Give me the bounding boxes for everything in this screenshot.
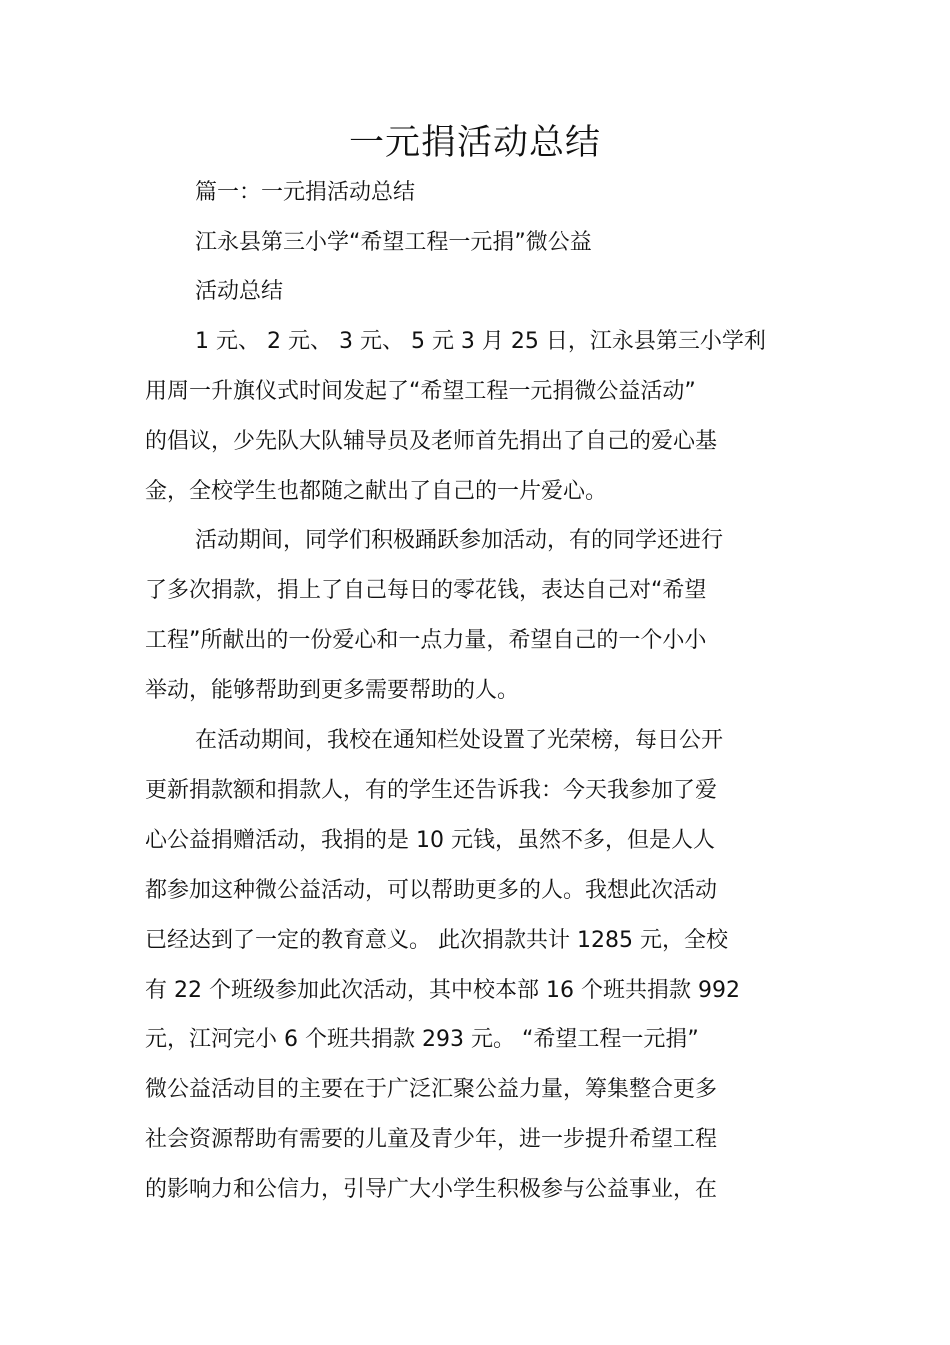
- text-line: 更新捐款额和捐款人，有的学生还告诉我：今天我参加了爱: [145, 778, 718, 803]
- text-line: 活动期间，同学们积极踊跃参加活动，有的同学还进行: [195, 528, 724, 553]
- text-line: 金，全校学生也都随之献出了自己的一片爱心。: [145, 479, 608, 504]
- text-line: 江永县第三小学“希望工程一元捐”微公益: [195, 230, 592, 255]
- text-line: 用周一升旗仪式时间发起了“希望工程一元捐微公益活动”: [145, 379, 696, 404]
- text-line: 有 22 个班级参加此次活动，其中校本部 16 个班共捐款 992: [145, 978, 740, 1003]
- text-line: 心公益捐赠活动，我捐的是 10 元钱，虽然不多，但是人人: [145, 828, 715, 853]
- text-line: 微公益活动目的主要在于广泛汇聚公益力量，筹集整合更多: [145, 1077, 718, 1102]
- text-line: 工程”所献出的一份爱心和一点力量，希望自己的一个小小: [145, 628, 707, 653]
- document-title: 一元捐活动总结: [348, 123, 601, 163]
- text-line: 1 元、 2 元、 3 元、 5 元 3 月 25 日，江永县第三小学利: [195, 329, 766, 354]
- text-line: 已经达到了一定的教育意义。 此次捐款共计 1285 元，全校: [145, 928, 728, 953]
- text-line: 的影响力和公信力，引导广大小学生积极参与公益事业，在: [145, 1177, 718, 1202]
- text-line: 在活动期间，我校在通知栏处设置了光荣榜，每日公开: [195, 728, 724, 753]
- text-line: 元，江河完小 6 个班共捐款 293 元。 “希望工程一元捐”: [145, 1027, 699, 1052]
- text-line: 的倡议，少先队大队辅导员及老师首先捐出了自己的爱心基: [145, 429, 718, 454]
- text-line: 都参加这种微公益活动，可以帮助更多的人。我想此次活动: [145, 878, 718, 903]
- text-line: 举动，能够帮助到更多需要帮助的人。: [145, 678, 520, 703]
- text-line: 社会资源帮助有需要的儿童及青少年，进一步提升希望工程: [145, 1127, 718, 1152]
- text-line: 篇一：一元捐活动总结: [195, 180, 416, 205]
- text-line: 活动总结: [195, 279, 284, 304]
- text-line: 了多次捐款，捐上了自己每日的零花钱，表达自己对“希望: [145, 578, 707, 603]
